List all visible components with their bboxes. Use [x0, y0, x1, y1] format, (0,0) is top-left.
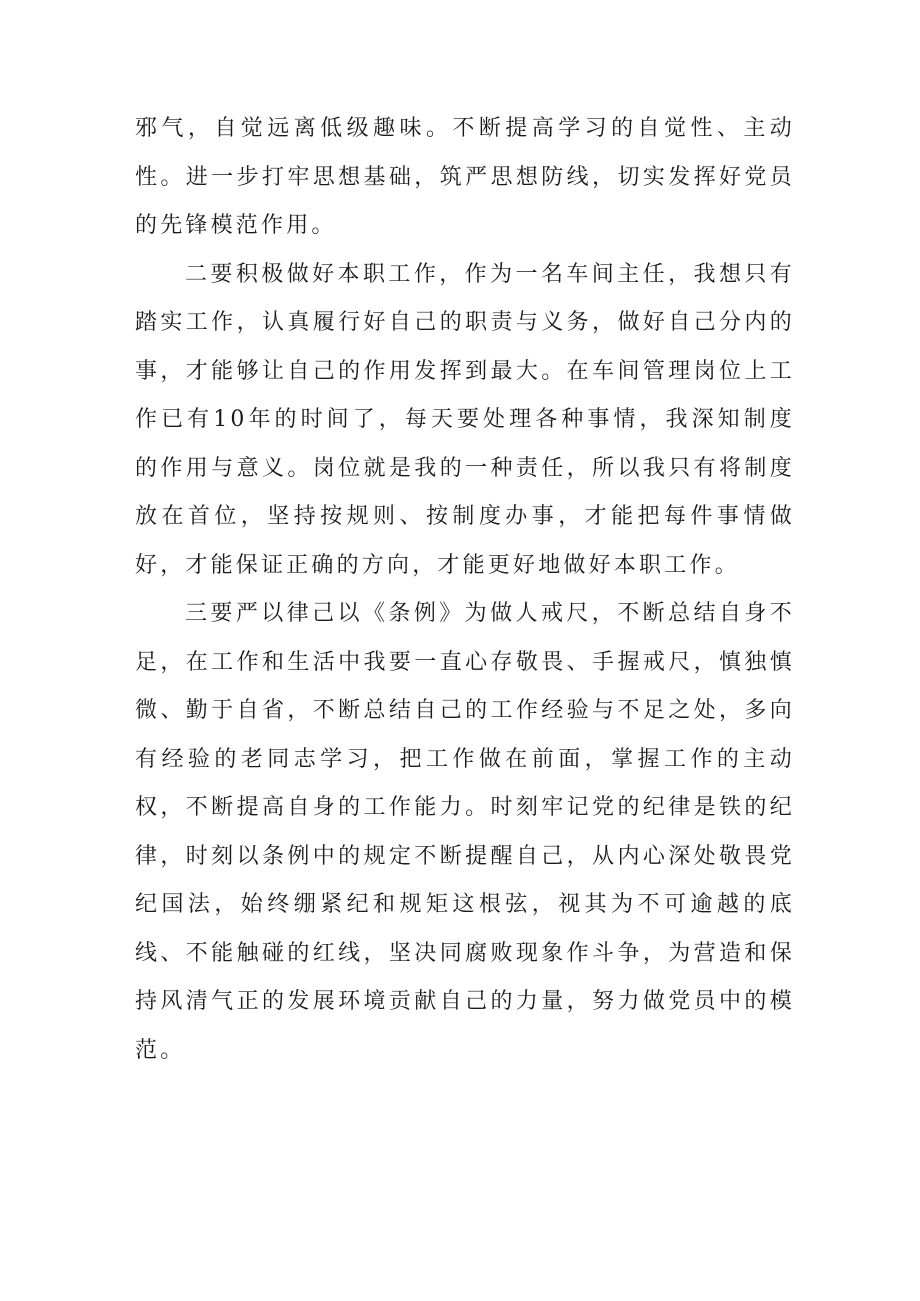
document-body [135, 105, 795, 1075]
paragraph-3: 三要严以律己以《条例》为做人戒尺，不断总结自身不足，在工作和生活中我要一直心存敬畏、手握戒尺，慎独慎微、勤于自省，不断总结自己的工作经验与不足之处，多向有经验的老同志学习，把工作做在前面，掌握工作的主动权，不断提高自身的工作能力。时刻牢记党的纪律是铁的纪律，时刻以条例中的规定不断提醒自己，从内心深处敬畏党纪国法，始终绷紧纪和规矩这根弦，视其为不可逾越的底线、不能触碰的红线，坚决同腐败现象作斗争，为营造和保持风清气正的发展环境贡献自己的力量，努力做党员中的模范。 [135, 601, 795, 1063]
paragraph-1: 邪气，自觉远离低级趣味。不断提高学习的自觉性、主动性。进一步打牢思想基础，筑严思想防线，切实发挥好党员的先锋模范作用。 [135, 116, 795, 238]
paragraph-2: 二要积极做好本职工作，作为一名车间主任，我想只有踏实工作，认真履行好自己的职责与义务，做好自己分内的事，才能够让自己的作用发挥到最大。在车间管理岗位上工作已有10年的时间了，每天要处理各种事情，我深知制度的作用与意义。岗位就是我的一种责任，所以我只有将制度放在首位，坚持按规则、按制度办事，才能把每件事情做好，才能保证正确的方向，才能更好地做好本职工作。 [135, 261, 795, 578]
